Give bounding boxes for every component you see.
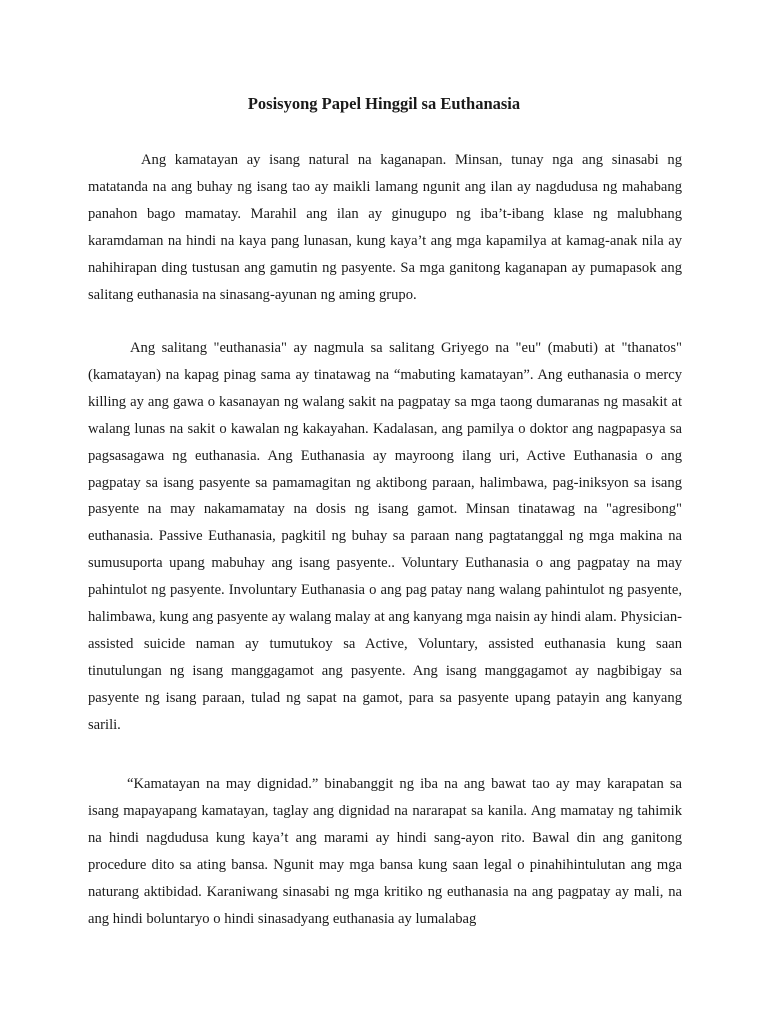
paragraph-block [88,771,682,932]
paragraph-3: “Kamatayan na may dignidad.” binabanggit ng iba na ang bawat tao ay may karapatan sa isang mapayapang kamatayan, taglay ang dignidad na nararapat sa kanila. Ang mamatay ng tahimik na hindi nagdudusa kung kaya’t ang marami ay hindi sang-ayon rito. Bawal din ang ganitong procedure dito sa ating bansa. Ngunit may mga bansa kung saan legal o pinahihintulutan ang mga naturang aktibidad. Karaniwang sinasabi ng mga kritiko ng euthanasia na ang pagpatay ay mali, na ang hindi boluntaryo o hindi sinasadyang euthanasia ay lumalabag [88,776,682,927]
paragraph-1: Ang kamatayan ay isang natural na kaganapan. Minsan, tunay nga ang sinasabi ng matatanda na ang buhay ng isang tao ay maikli lamang ngunit ang ilan ay nagdudusa ng mahabang panahon bago mamatay. Marahil ang ilan ay ginugupo ng iba’t-ibang klase ng malubhang karamdaman na hindi na kaya pang lunasan, kung kaya’t ang mga kapamilya at kamag-anak nila ay nahihirapan ding tustusan ang gamutin ng pasyente. Sa mga ganitong kaganapan ay pumapasok ang salitang euthanasia na sinasang-ayunan ng aming grupo. [88,152,682,303]
document-title: Posisyong Papel Hinggil sa Euthanasia [247,94,521,113]
paragraph-block [88,147,682,308]
paragraph-2: Ang salitang "euthanasia" ay nagmula sa salitang Griyego na "eu" (mabuti) at "thanatos" (kamatayan) na kapag pinag sama ay tinatawag na “mabuting kamatayan”. Ang euthanasia o mercy killing ay ang gawa o kasanayan ng walang sakit na pagpatay sa mga taong dumaranas ng masakit at walang lunas na sakit o kawalan ng kakayahan. Kadalasan, ang pamilya o doktor ang nagpapasya sa pagsasagawa ng euthanasia. Ang Euthanasia ay mayroong ilang uri, Active Euthanasia o ang pagpatay sa isang pasyente sa pamamagitan ng aktibong paraan, halimbawa, pag-iniksyon sa isang pasyente na may nakamamatay na dosis ng isang gamot. Minsan tinatawag na "agresibong" euthanasia. Passive Euthanasia, pagkitil ng buhay sa paraan nang pagtatanggal ng mga makina na sumusuporta upang mabuhay ang isang pasyente.. Voluntary Euthanasia o ang pagpatay na may pahintulot ng pasyente. Involuntary Euthanasia o ang pag patay nang walang pahintulot ng pasyente, halimbawa, kung ang pasyente ay walang malay at ang kanyang mga naisin ay hindi alam. Physician-assisted suicide naman ay tumutukoy sa Active, Voluntary, assisted euthanasia kung saan tinutulungan ng isang manggagamot ang pasyente. Ang isang manggagamot ay nagbibigay sa pasyente ng isang paraan, tulad ng sapat na gamot, para sa pasyente upang patayin ang kanyang sarili. [88,340,682,733]
paragraph-block [88,335,682,739]
